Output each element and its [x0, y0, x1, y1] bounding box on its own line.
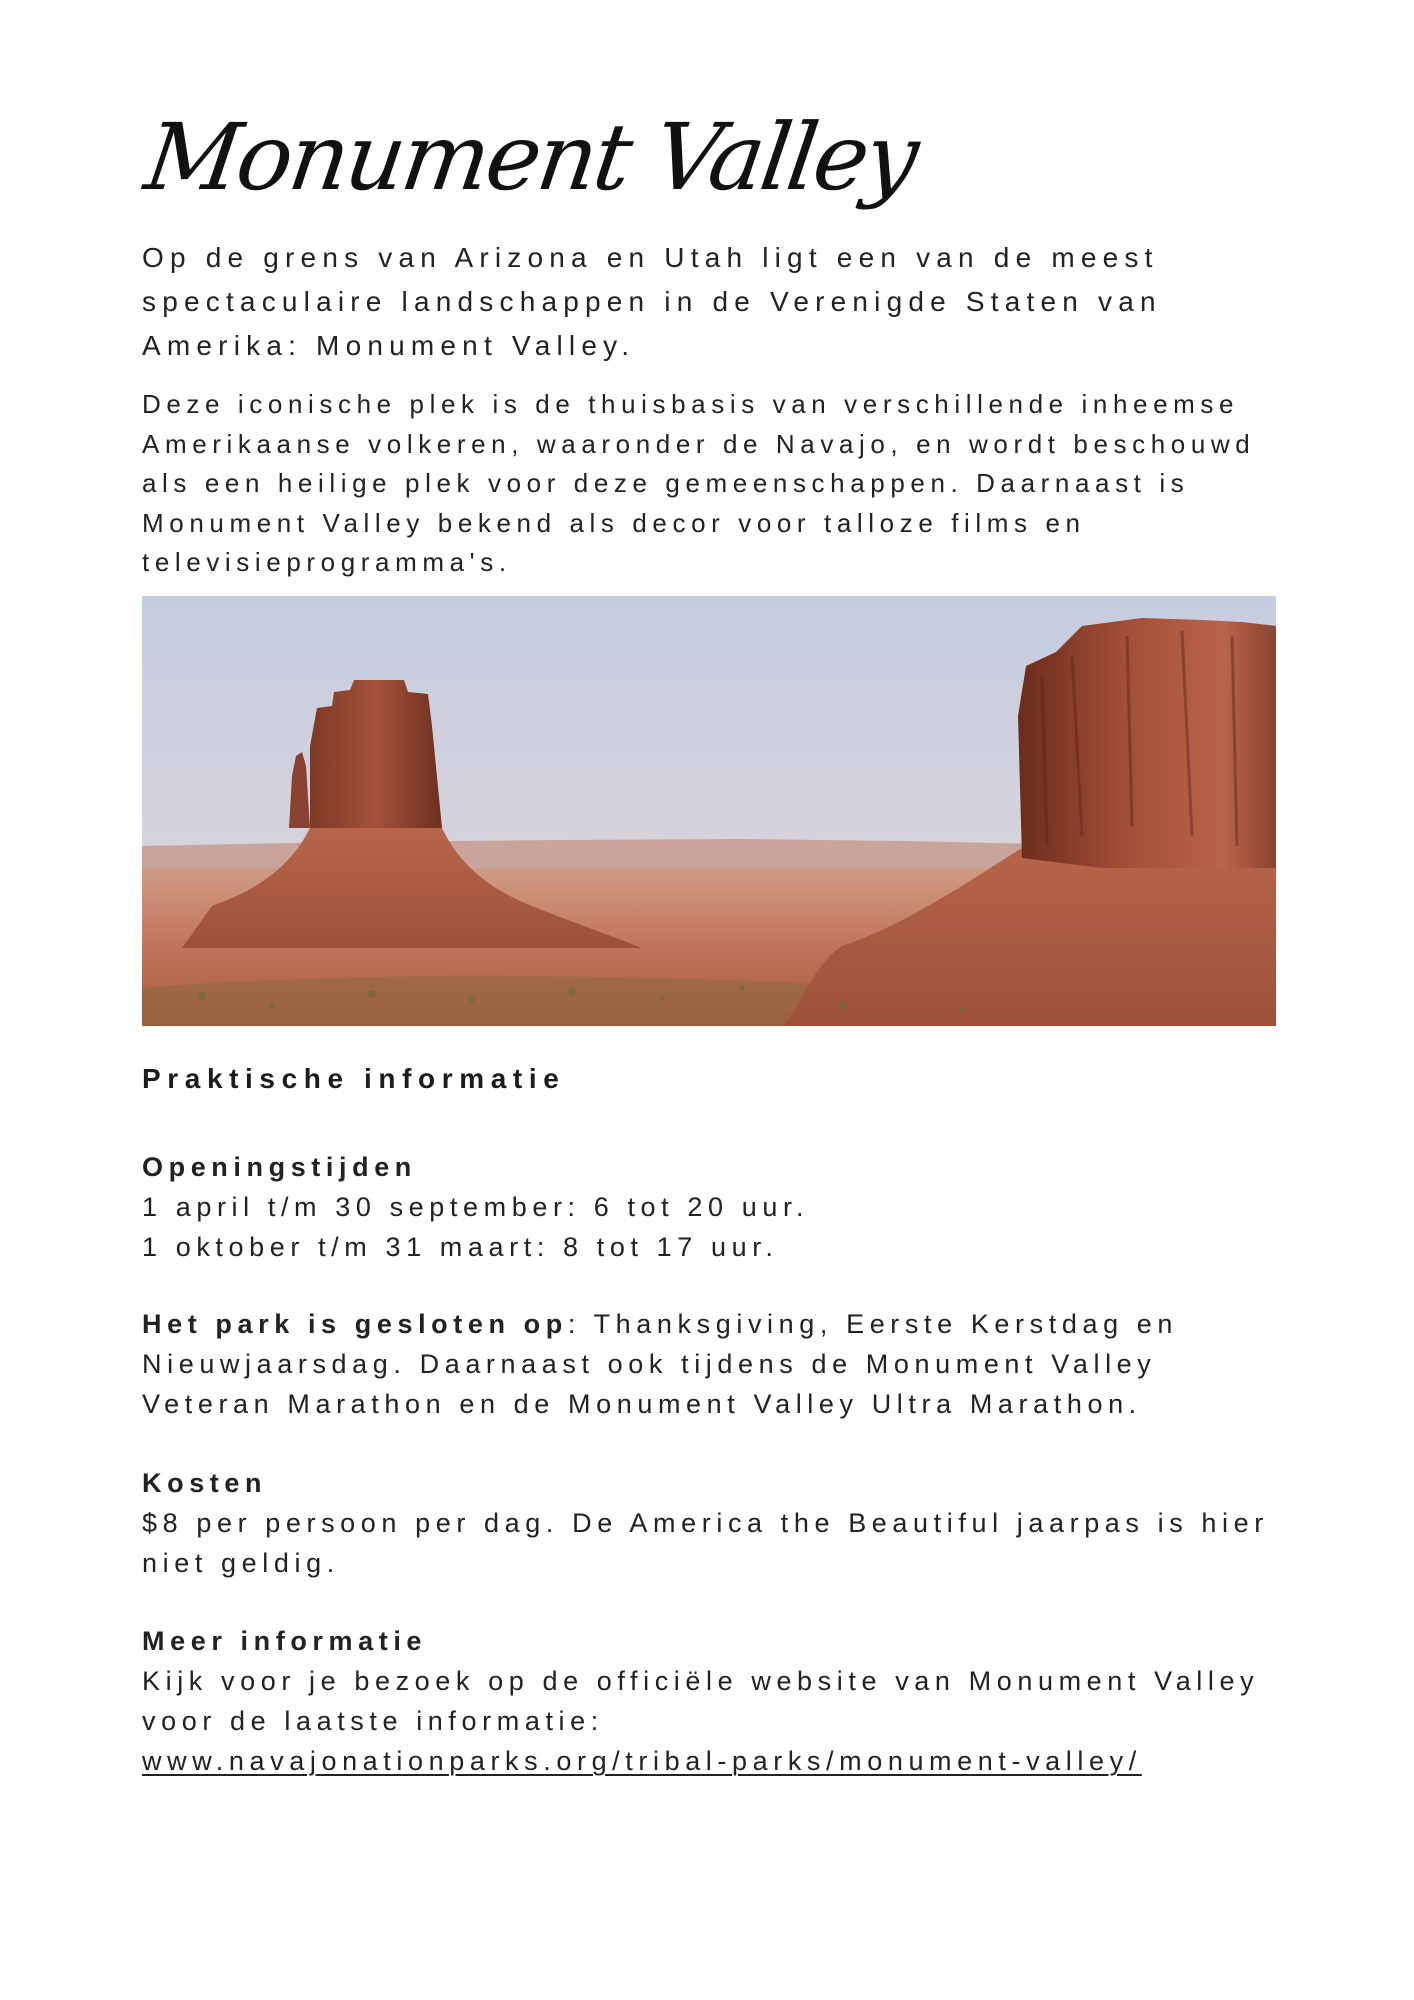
closed-days-section: [142, 1304, 1272, 1424]
more-info-heading: Meer informatie: [142, 1626, 428, 1656]
opening-hours-heading: Openingstijden: [142, 1152, 417, 1182]
intro-paragraph: Op de grens van Arizona en Utah ligt een van de meest spectaculaire landschappen in de Verenigde Staten van Amerika: Monument Valley.: [142, 242, 1162, 361]
description-paragraph: Deze iconische plek is de thuisbasis van verschillende inheemse Amerikaanse volkeren, waaronder de Navajo, en wordt beschouwd als een heilige plek voor deze gemeenschappen. Daarnaast is Monument Valley bekend als decor voor talloze films en televisieprogramma's.: [142, 389, 1256, 577]
closed-days-text: : Thanksgiving, Eerste Kerstdag en Nieuwjaarsdag. Daarnaast ook tijdens de Monument Valley Veteran Marathon en de Monument Valley Ultra Marathon.: [142, 1309, 1179, 1419]
website-link[interactable]: www.navajonationparks.org/tribal-parks/monument-valley/: [142, 1746, 1142, 1776]
opening-hours-section: [142, 1147, 1272, 1267]
practical-info-heading: Praktische informatie: [142, 1063, 566, 1094]
page-title: Monument Valley: [139, 104, 923, 211]
more-info-text: Kijk voor je bezoek op de officiële website van Monument Valley voor de laatste informatie:: [142, 1666, 1260, 1736]
closed-days-heading: Het park is gesloten op: [142, 1309, 568, 1339]
opening-hours-winter: 1 oktober t/m 31 maart: 8 tot 17 uur.: [142, 1232, 779, 1262]
cost-section: [142, 1463, 1272, 1583]
cost-text: $8 per persoon per dag. De America the Beautiful jaarpas is hier niet geldig.: [142, 1508, 1269, 1578]
cost-heading: Kosten: [142, 1468, 268, 1498]
monument-valley-photo: [142, 596, 1276, 1026]
opening-hours-summer: 1 april t/m 30 september: 6 tot 20 uur.: [142, 1192, 810, 1222]
more-info-section: [142, 1621, 1272, 1781]
